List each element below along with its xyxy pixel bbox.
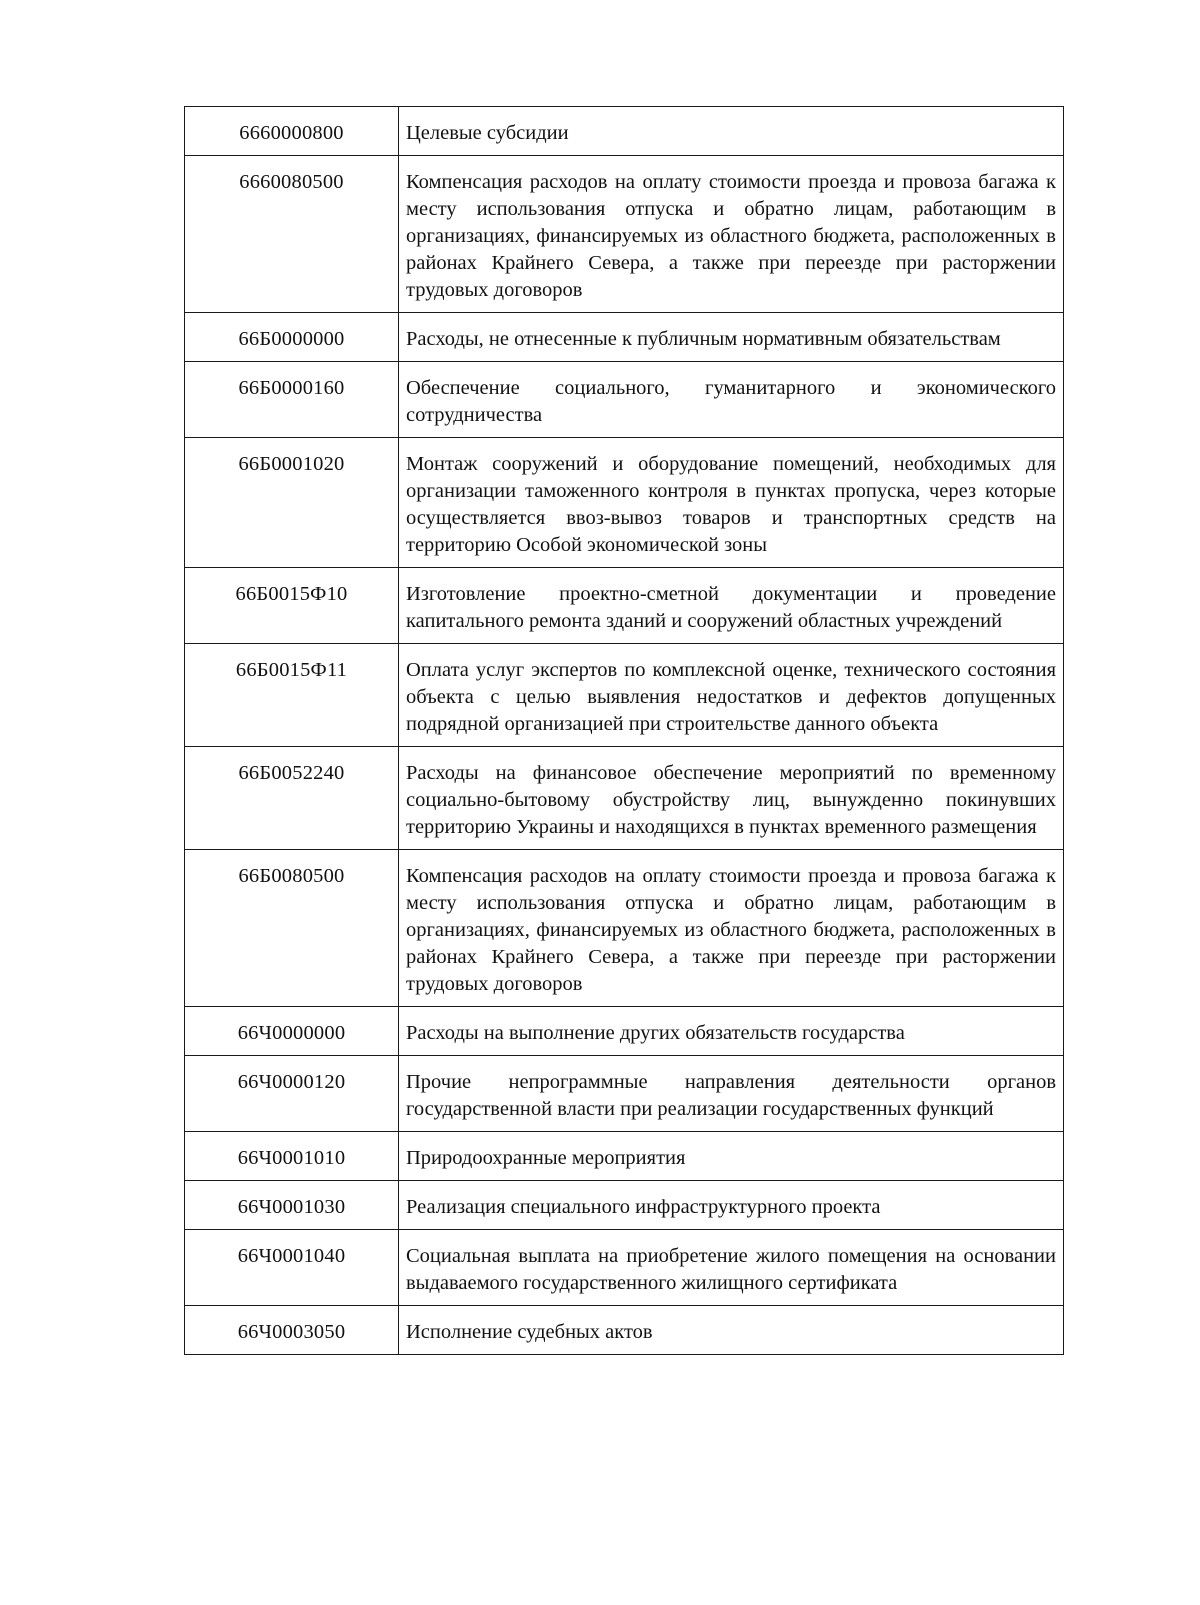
row-description: Изготовление проектно-сметной документации и проведение капитального ремонта зданий и сооружений областных учреждений bbox=[399, 568, 1064, 644]
row-code: 6660080500 bbox=[185, 156, 399, 313]
row-description: Природоохранные мероприятия bbox=[399, 1132, 1064, 1181]
row-code: 66Ч0001040 bbox=[185, 1230, 399, 1306]
table-row bbox=[185, 362, 1064, 438]
row-code: 66Б0080500 bbox=[185, 850, 399, 1007]
row-code: 66Ч0000000 bbox=[185, 1007, 399, 1056]
table-row bbox=[185, 747, 1064, 850]
row-code: 66Ч0000120 bbox=[185, 1056, 399, 1132]
row-description: Реализация специального инфраструктурного проекта bbox=[399, 1181, 1064, 1230]
table-row bbox=[185, 156, 1064, 313]
row-code: 66Б0015Ф11 bbox=[185, 644, 399, 747]
table-row bbox=[185, 644, 1064, 747]
table-row bbox=[185, 568, 1064, 644]
row-code: 66Б0015Ф10 bbox=[185, 568, 399, 644]
table-row bbox=[185, 1056, 1064, 1132]
row-description: Компенсация расходов на оплату стоимости проезда и провоза багажа к месту использования отпуска и обратно лицам, работающим в организациях, финансируемых из областного бюджета, расположенных в районах Крайнего Севера, а также при переезде при расторжении трудовых договоров bbox=[399, 156, 1064, 313]
row-description: Компенсация расходов на оплату стоимости проезда и провоза багажа к месту использования отпуска и обратно лицам, работающим в организациях, финансируемых из областного бюджета, расположенных в районах Крайнего Севера, а также при переезде при расторжении трудовых договоров bbox=[399, 850, 1064, 1007]
row-code: 66Ч0001010 bbox=[185, 1132, 399, 1181]
table-row bbox=[185, 107, 1064, 156]
table-row bbox=[185, 850, 1064, 1007]
row-description: Расходы на выполнение других обязательств государства bbox=[399, 1007, 1064, 1056]
table-row bbox=[185, 1306, 1064, 1355]
row-description: Оплата услуг экспертов по комплексной оценке, технического состояния объекта с целью выявления недостатков и дефектов допущенных подрядной организацией при строительстве данного объекта bbox=[399, 644, 1064, 747]
row-code: 66Б0000000 bbox=[185, 313, 399, 362]
budget-codes-table bbox=[184, 106, 1064, 1355]
table-row bbox=[185, 1230, 1064, 1306]
row-code: 66Б0001020 bbox=[185, 438, 399, 568]
table-row bbox=[185, 1181, 1064, 1230]
table-row bbox=[185, 1007, 1064, 1056]
row-description: Целевые субсидии bbox=[399, 107, 1064, 156]
row-code: 66Б0052240 bbox=[185, 747, 399, 850]
row-description: Обеспечение социального, гуманитарного и экономического сотрудничества bbox=[399, 362, 1064, 438]
row-code: 66Ч0001030 bbox=[185, 1181, 399, 1230]
row-description: Расходы, не отнесенные к публичным нормативным обязательствам bbox=[399, 313, 1064, 362]
row-description: Исполнение судебных актов bbox=[399, 1306, 1064, 1355]
row-code: 66Ч0003050 bbox=[185, 1306, 399, 1355]
row-code: 66Б0000160 bbox=[185, 362, 399, 438]
table-row bbox=[185, 438, 1064, 568]
table-row bbox=[185, 1132, 1064, 1181]
row-code: 6660000800 bbox=[185, 107, 399, 156]
row-description: Монтаж сооружений и оборудование помещений, необходимых для организации таможенного контроля в пунктах пропуска, через которые осуществляется ввоз-вывоз товаров и транспортных средств на территорию Особой экономической зоны bbox=[399, 438, 1064, 568]
row-description: Социальная выплата на приобретение жилого помещения на основании выдаваемого государственного жилищного сертификата bbox=[399, 1230, 1064, 1306]
table-row bbox=[185, 313, 1064, 362]
row-description: Прочие непрограммные направления деятельности органов государственной власти при реализации государственных функций bbox=[399, 1056, 1064, 1132]
row-description: Расходы на финансовое обеспечение мероприятий по временному социально-бытовому обустройству лиц, вынужденно покинувших территорию Украины и находящихся в пунктах временного размещения bbox=[399, 747, 1064, 850]
